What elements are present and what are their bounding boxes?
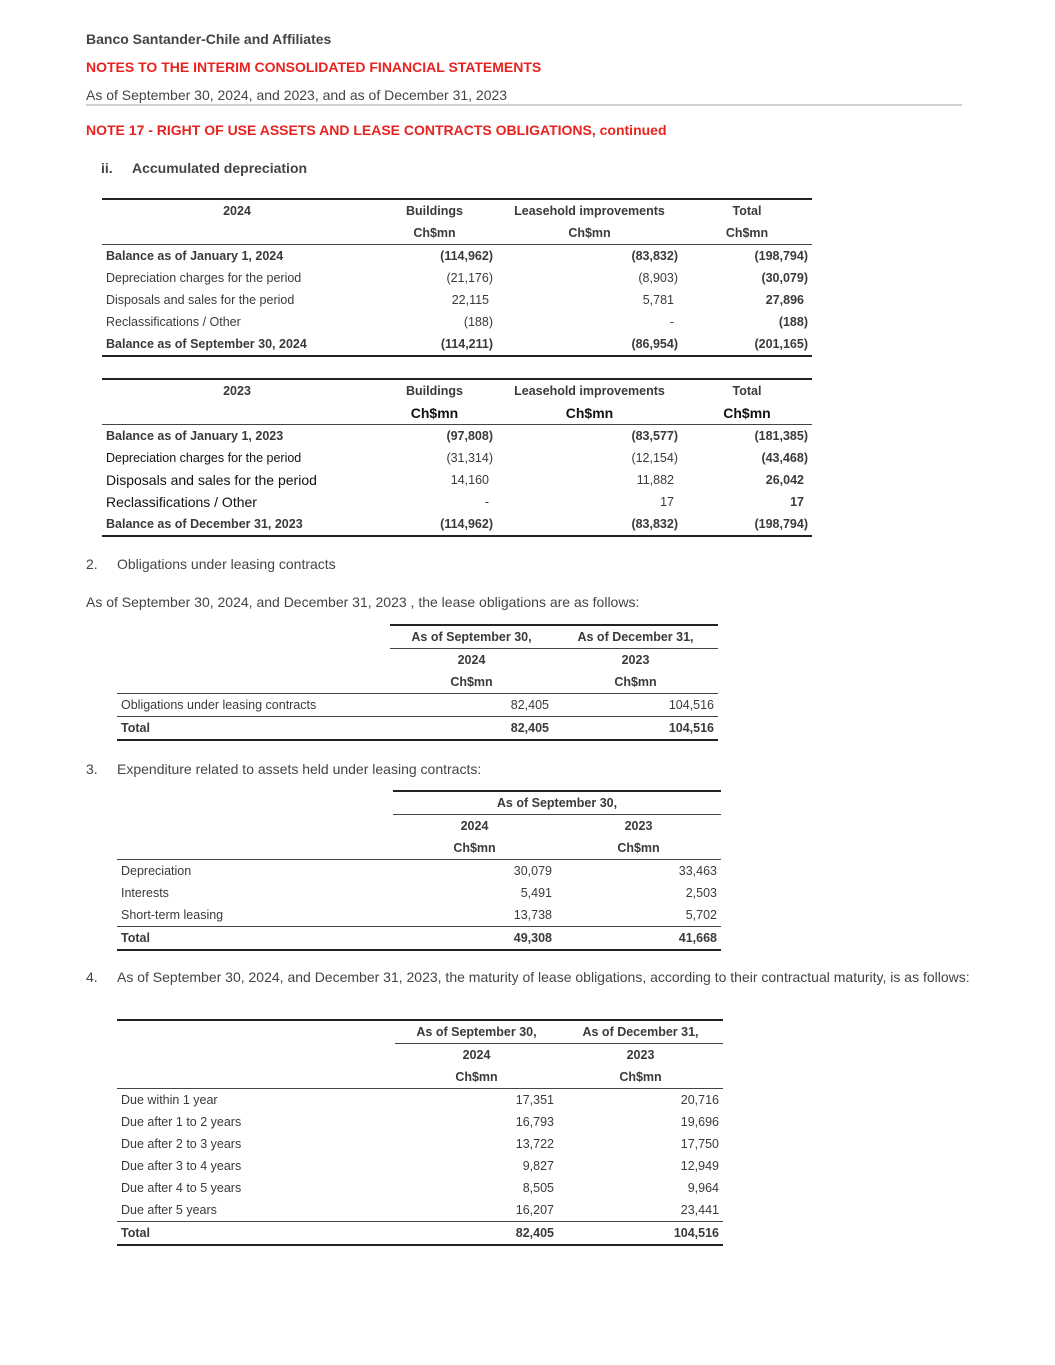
cell-total: (181,385) <box>754 429 808 443</box>
unit-label: Ch$mn <box>390 671 553 694</box>
row-label: Obligations under leasing contracts <box>117 694 390 717</box>
cell-buildings: (114,962) <box>372 513 497 536</box>
unit-label: Ch$mn <box>497 222 682 245</box>
row-label: Due after 4 to 5 years <box>121 1181 242 1195</box>
table-row <box>117 882 721 904</box>
table-row <box>117 1155 723 1177</box>
cell-total: 27,896 <box>765 293 804 307</box>
cell-leasehold: (86,954) <box>497 333 682 356</box>
col-buildings-header: Buildings <box>372 199 497 222</box>
section-4-text: As of September 30, 2024, and December 31, 2023, the maturity of lease obligations, according to their contractual maturity, is as follows: <box>117 969 970 985</box>
company-name: Banco Santander-Chile and Affiliates <box>86 31 332 47</box>
cell-total: (198,794) <box>682 513 812 536</box>
row-label: Depreciation <box>121 864 192 878</box>
row-label: Depreciation charges for the period <box>106 451 302 465</box>
row-label: Disposals and sales for the period <box>106 293 295 307</box>
row-label: Reclassifications / Other <box>106 494 257 510</box>
total-label: Total <box>117 1222 395 1246</box>
cell-buildings: (188) <box>463 315 493 329</box>
row-label: Due after 3 to 4 years <box>121 1159 242 1173</box>
cell-value: 20,716 <box>680 1093 719 1107</box>
cell-value: 16,207 <box>395 1199 558 1222</box>
total-value: 82,405 <box>390 717 553 741</box>
col1-year: 2024 <box>457 653 486 667</box>
section-2-intro: As of September 30, 2024, and December 31, 2023 , the lease obligations are as follows: <box>86 594 640 610</box>
cell-leasehold: (83,832) <box>631 249 678 263</box>
cell-value: 5,491 <box>520 886 552 900</box>
subsection-title: Accumulated depreciation <box>132 160 308 176</box>
table-year-header: 2024 <box>102 199 372 222</box>
col2-header: As of December 31, <box>553 625 718 649</box>
row-label: Interests <box>121 886 169 900</box>
col1-header: As of September 30, <box>395 1020 558 1044</box>
cell-total: (201,165) <box>682 333 812 356</box>
cell-value: 8,505 <box>522 1181 554 1195</box>
cell-total: (188) <box>778 315 808 329</box>
row-label: Balance as of January 1, 2024 <box>106 249 284 263</box>
cell-buildings: (114,962) <box>440 249 493 263</box>
total-row <box>117 927 721 951</box>
cell-buildings: (21,176) <box>446 271 493 285</box>
table-row <box>102 289 812 311</box>
table-row <box>102 491 812 513</box>
cell-value: 9,827 <box>522 1159 554 1173</box>
depreciation-2024-table <box>102 198 812 357</box>
total-value: 104,516 <box>553 717 718 741</box>
row-label: Balance as of December 31, 2023 <box>102 513 372 536</box>
unit-label: Ch$mn <box>553 671 718 694</box>
col1-year: 2024 <box>460 819 489 833</box>
row-label: Short-term leasing <box>117 904 393 927</box>
cell-value: 17,351 <box>515 1093 554 1107</box>
cell-leasehold: - <box>669 315 674 329</box>
table-row <box>102 333 812 356</box>
depreciation-2023-table <box>102 378 812 537</box>
total-row <box>117 717 718 741</box>
table-row <box>117 1199 723 1222</box>
cell-leasehold: 17 <box>660 495 674 509</box>
total-value: 41,668 <box>556 927 721 951</box>
cell-value: 104,516 <box>553 694 718 717</box>
lease-expenditure-table <box>117 790 721 951</box>
row-label: Due after 5 years <box>117 1199 395 1222</box>
note-title: NOTE 17 - RIGHT OF USE ASSETS AND LEASE CONTRACTS OBLIGATIONS, continued <box>86 122 667 138</box>
col-leasehold-header: Leasehold improvements <box>497 199 682 222</box>
col-buildings-header: Buildings <box>372 379 497 402</box>
section-3-number: 3. <box>86 761 98 777</box>
table-row <box>102 245 812 268</box>
as-of-date: As of September 30, 2024, and 2023, and as of December 31, 2023 <box>86 87 508 103</box>
col2-header: As of December 31, <box>558 1020 723 1044</box>
col1-year: 2024 <box>462 1048 491 1062</box>
cell-value: 19,696 <box>680 1115 719 1129</box>
cell-leasehold: (83,832) <box>497 513 682 536</box>
unit-label: Ch$mn <box>393 837 556 860</box>
table-row <box>117 1177 723 1199</box>
unit-label: Ch$mn <box>558 1066 723 1089</box>
cell-leasehold: (8,903) <box>638 271 678 285</box>
cell-leasehold: 5,781 <box>642 293 674 307</box>
table-row <box>117 1089 723 1112</box>
subsection-number: ii. <box>101 160 113 176</box>
cell-leasehold: (12,154) <box>631 451 678 465</box>
cell-value: 23,441 <box>558 1199 723 1222</box>
row-label: Reclassifications / Other <box>106 315 241 329</box>
cell-buildings: (97,808) <box>446 429 493 443</box>
cell-buildings: (31,314) <box>446 451 493 465</box>
cell-total: (198,794) <box>754 249 808 263</box>
col2-year: 2023 <box>621 653 650 667</box>
unit-label: Ch$mn <box>682 222 812 245</box>
section-2-title: Obligations under leasing contracts <box>117 556 336 572</box>
unit-label: Ch$mn <box>556 837 721 860</box>
col-total-header: Total <box>682 199 812 222</box>
lease-maturity-table <box>117 1019 723 1246</box>
row-label: Balance as of January 1, 2023 <box>106 429 284 443</box>
unit-label: Ch$mn <box>372 222 497 245</box>
lease-obligations-table <box>117 624 718 741</box>
total-value: 104,516 <box>558 1222 723 1246</box>
cell-buildings: - <box>484 495 489 509</box>
cell-leasehold: 11,882 <box>636 473 674 487</box>
cell-value: 33,463 <box>678 864 717 878</box>
row-label: Depreciation charges for the period <box>106 271 302 285</box>
cell-buildings: (114,211) <box>372 333 497 356</box>
table-row <box>102 447 812 469</box>
cell-total: (43,468) <box>761 451 808 465</box>
table-row <box>102 469 812 491</box>
row-label: Due within 1 year <box>121 1093 218 1107</box>
row-label: Due after 2 to 3 years <box>121 1137 242 1151</box>
col-leasehold-header: Leasehold improvements <box>497 379 682 402</box>
cell-buildings: 22,115 <box>451 293 489 307</box>
table-row <box>117 1111 723 1133</box>
cell-total: 17 <box>790 495 804 509</box>
unit-label: Ch$mn <box>395 1066 558 1089</box>
cell-value: 2,503 <box>685 886 717 900</box>
section-2-number: 2. <box>86 556 98 572</box>
cell-leasehold: (83,577) <box>631 429 678 443</box>
cell-value: 5,702 <box>556 904 721 927</box>
cell-value: 16,793 <box>515 1115 554 1129</box>
table-row <box>117 1133 723 1155</box>
table-row <box>102 513 812 536</box>
cell-value: 9,964 <box>687 1181 719 1195</box>
cell-value: 82,405 <box>390 694 553 717</box>
total-label: Total <box>117 717 390 741</box>
table-year-header: 2023 <box>102 379 372 402</box>
total-label: Total <box>117 927 393 951</box>
cell-value: 17,750 <box>680 1137 719 1151</box>
table-row <box>117 694 718 717</box>
table-row <box>102 425 812 448</box>
cell-value: 13,738 <box>393 904 556 927</box>
cell-value: 12,949 <box>680 1159 719 1173</box>
col2-year: 2023 <box>626 1048 655 1062</box>
row-label: Disposals and sales for the period <box>106 472 317 488</box>
table-row <box>117 904 721 927</box>
table-row <box>102 311 812 333</box>
total-value: 82,405 <box>395 1222 558 1246</box>
cell-total: (30,079) <box>761 271 808 285</box>
cell-buildings: 14,160 <box>450 473 489 487</box>
total-value: 49,308 <box>393 927 556 951</box>
unit-label: Ch$mn <box>372 402 497 425</box>
cell-value: 13,722 <box>515 1137 554 1151</box>
header-divider <box>86 104 962 106</box>
row-label: Balance as of September 30, 2024 <box>102 333 372 356</box>
table-row <box>117 860 721 883</box>
col-total-header: Total <box>682 379 812 402</box>
unit-label: Ch$mn <box>682 402 812 425</box>
section-3-title: Expenditure related to assets held under leasing contracts: <box>117 761 482 777</box>
period-header: As of September 30, <box>393 791 721 815</box>
unit-label: Ch$mn <box>497 402 682 425</box>
col1-header: As of September 30, <box>390 625 553 649</box>
notes-title: NOTES TO THE INTERIM CONSOLIDATED FINANCIAL STATEMENTS <box>86 59 542 75</box>
col2-year: 2023 <box>624 819 653 833</box>
section-4-number: 4. <box>86 969 98 985</box>
cell-total: 26,042 <box>765 473 804 487</box>
table-row <box>102 267 812 289</box>
cell-value: 30,079 <box>513 864 552 878</box>
total-row <box>117 1222 723 1246</box>
row-label: Due after 1 to 2 years <box>121 1115 242 1129</box>
